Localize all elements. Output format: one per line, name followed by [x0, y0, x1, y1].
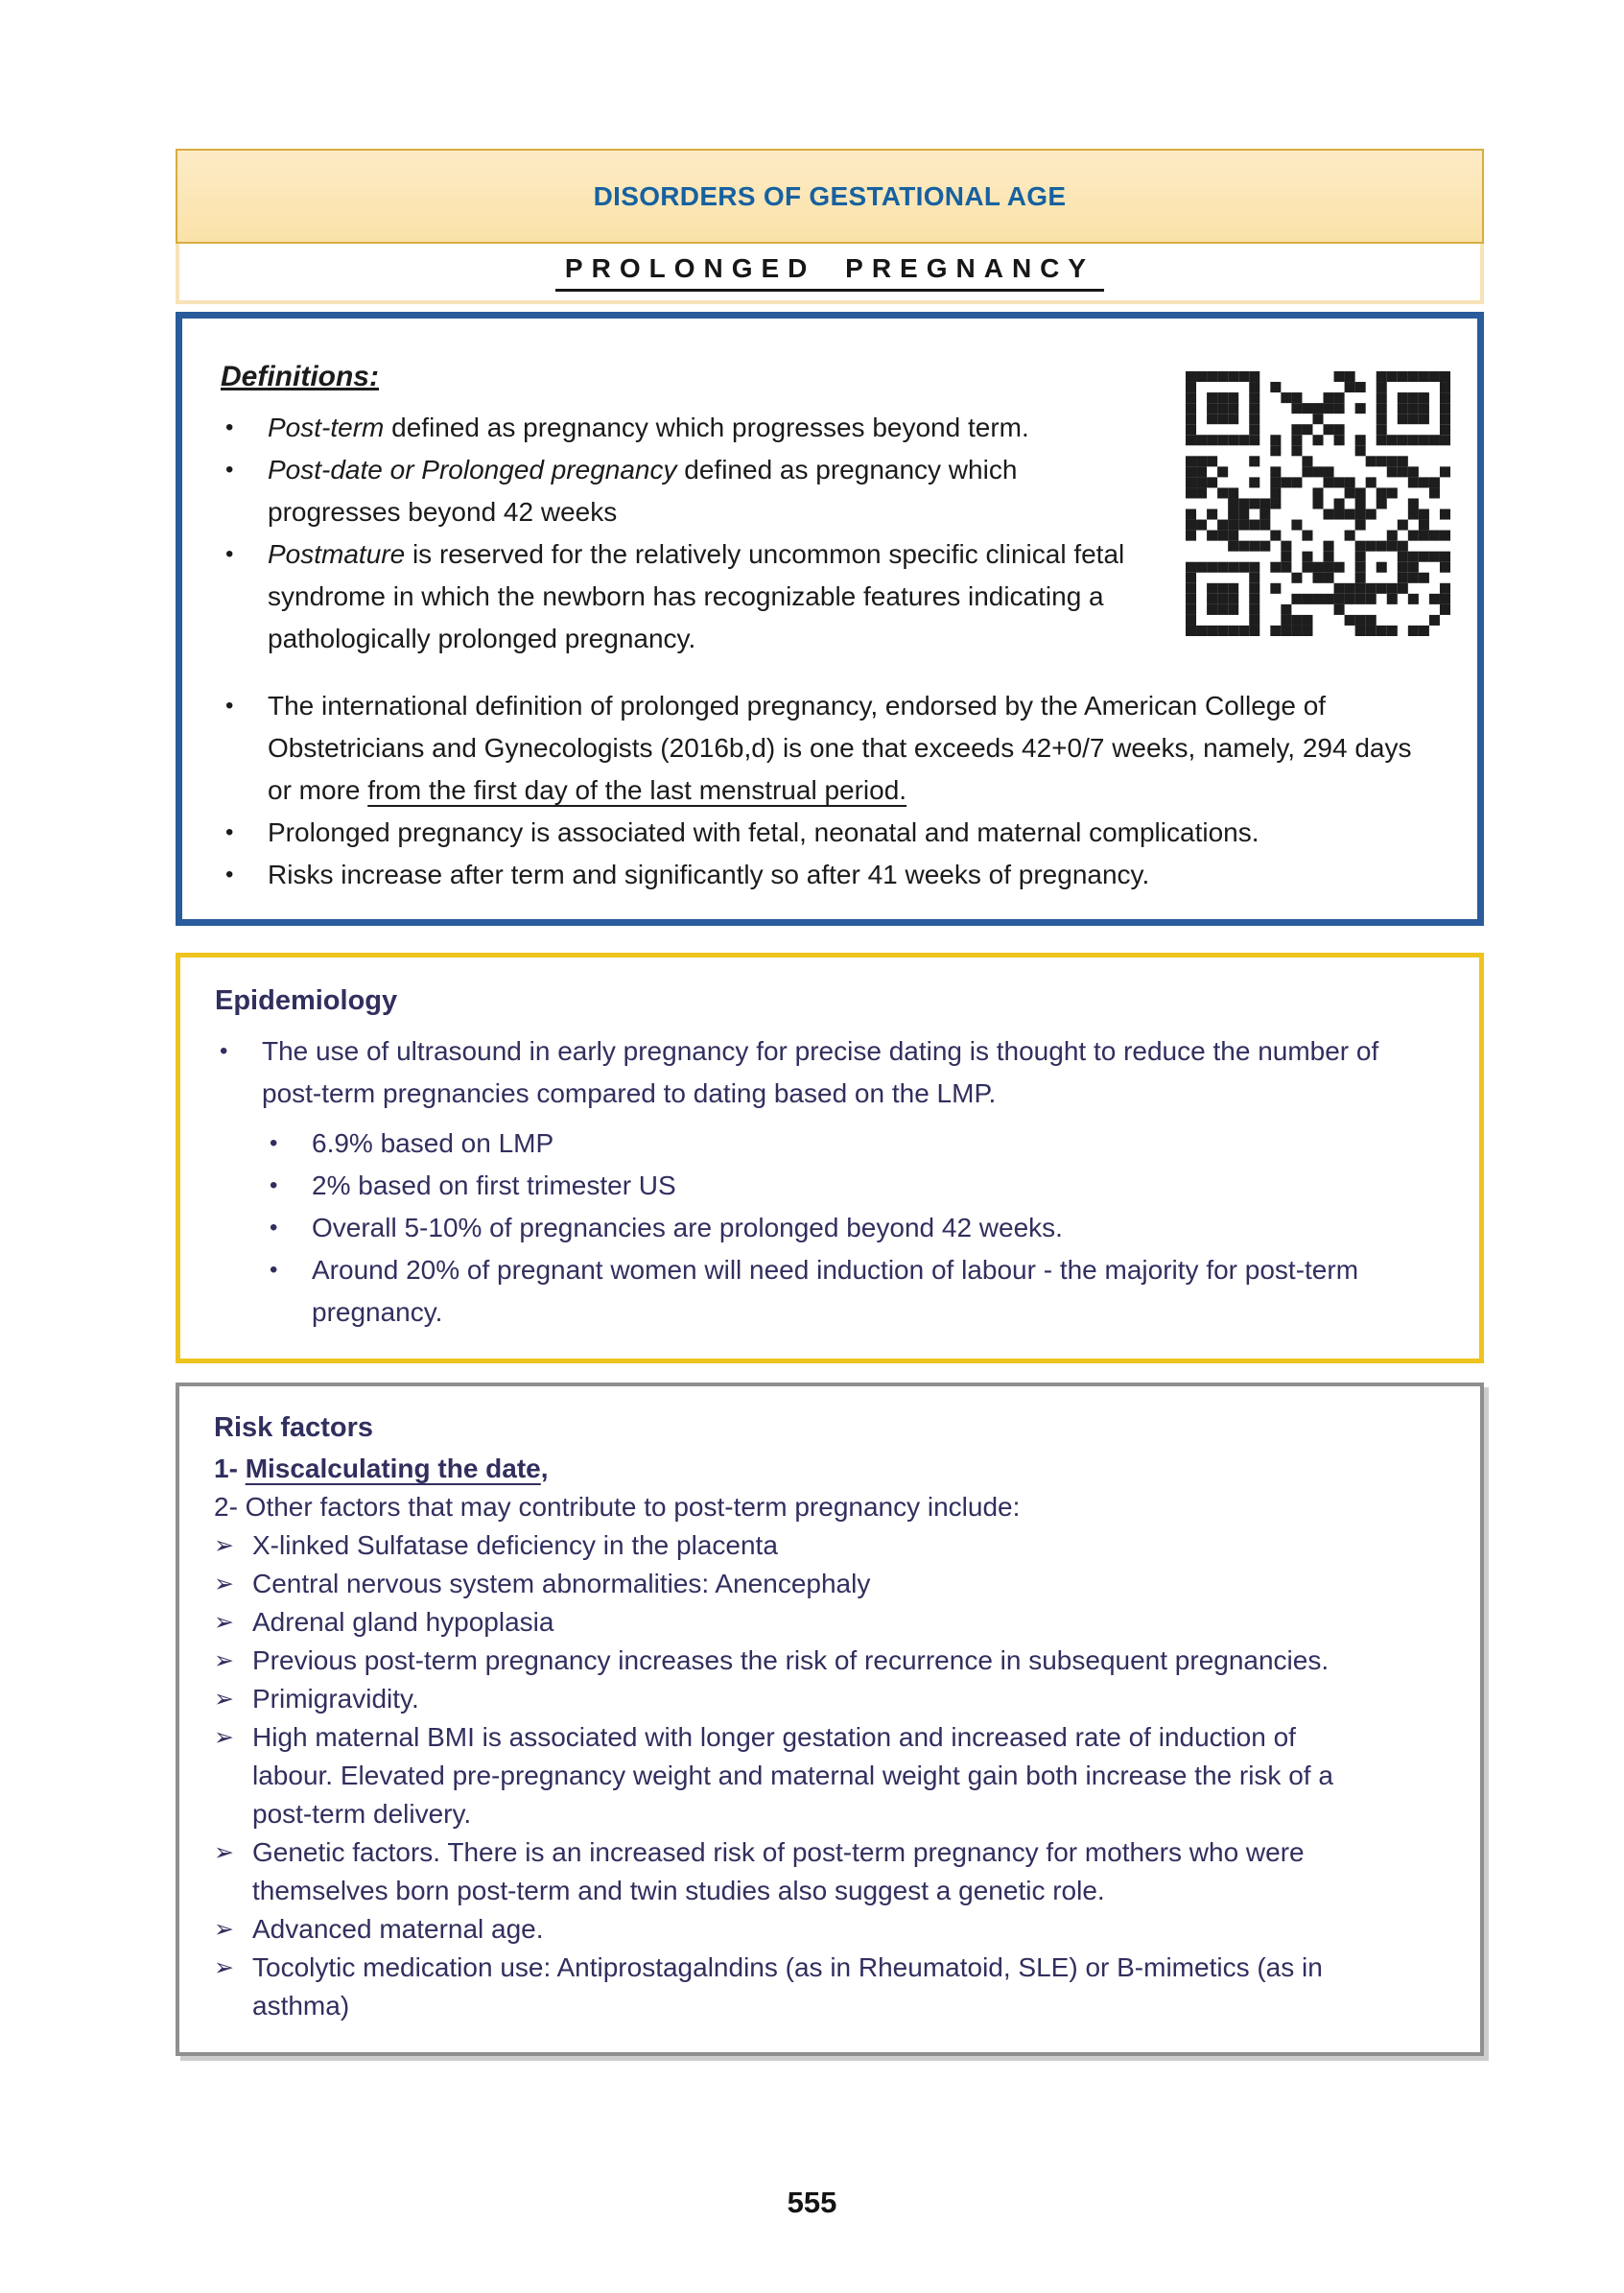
stat-text: Around 20% of pregnant women will need induction of labour - the majority for post-term pregnancy.: [312, 1255, 1359, 1327]
risk-factor-item: [214, 1565, 1446, 1603]
risk-factor-text: Genetic factors. There is an increased risk of post-term pregnancy for mothers who were themselves born post-term and twin studies also suggest a genetic role.: [252, 1837, 1305, 1905]
bullet-icon: •: [225, 457, 234, 483]
page-title: DISORDERS OF GESTATIONAL AGE: [593, 180, 1067, 211]
stat-item: [265, 1207, 1445, 1249]
risk-factor-text: Primigravidity.: [252, 1684, 419, 1714]
risk-factor-1-underlined: Miscalculating the date: [245, 1454, 541, 1483]
arrow-bullet-icon: ➢: [214, 1571, 234, 1597]
arrow-bullet-icon: ➢: [214, 1839, 234, 1866]
risk-factor-text: High maternal BMI is associated with longer gestation and increased rate of induction of labour. Elevated pre-pregnancy weight and maternal weight gain both increase the risk of a post-term delivery.: [252, 1722, 1333, 1829]
risk-factor-item: [214, 1680, 1446, 1718]
stat-item: [265, 1123, 1445, 1165]
risk-factor-item: [214, 1718, 1446, 1833]
risk-factor-text: Previous post-term pregnancy increases the risk of recurrence in subsequent pregnancies.: [252, 1645, 1330, 1675]
bullet-icon: •: [225, 862, 234, 887]
page-subtitle: PROLONGED PREGNANCY: [555, 253, 1104, 292]
epidemiology-stats-list: [265, 1123, 1445, 1334]
epidemiology-intro-list: [215, 1030, 1445, 1115]
risk-factor-item: [214, 1949, 1446, 2025]
arrow-bullet-icon: ➢: [214, 1724, 234, 1751]
definition-term: Post-term: [268, 413, 385, 442]
risk-factor-text: Adrenal gland hypoplasia: [252, 1607, 554, 1637]
risk-factor-text: Advanced maternal age.: [252, 1914, 544, 1944]
risk-factor-item: [214, 1603, 1446, 1642]
risk-factor-item: [214, 1642, 1446, 1680]
definitions-term-list: [221, 407, 1149, 660]
definition-term: Postmature: [268, 539, 406, 569]
stat-text: 2% based on first trimester US: [312, 1170, 676, 1200]
stat-text: Overall 5-10% of pregnancies are prolonged beyond 42 weeks.: [312, 1213, 1063, 1242]
arrow-bullet-icon: ➢: [214, 1609, 234, 1636]
epidemiology-intro-text: The use of ultrasound in early pregnancy for precise dating is thought to reduce the number of post-term pregnancies compared to dating based on the LMP.: [262, 1036, 1379, 1108]
bullet-icon: •: [225, 414, 234, 440]
definition-item: [221, 812, 1439, 854]
arrow-bullet-icon: ➢: [214, 1532, 234, 1559]
risk-factor-text: Central nervous system abnormalities: Anencephaly: [252, 1569, 871, 1598]
risk-factor-item: [214, 1526, 1446, 1565]
bullet-icon: •: [225, 819, 234, 845]
definition-text: Risks increase after term and significantly so after 41 weeks of pregnancy.: [268, 860, 1150, 889]
arrow-bullet-icon: ➢: [214, 1647, 234, 1674]
definition-text: Prolonged pregnancy is associated with fetal, neonatal and maternal complications.: [268, 817, 1259, 847]
risk-factors-box: [176, 1383, 1484, 2056]
bullet-icon: •: [225, 693, 234, 719]
definitions-heading: Definitions:: [221, 361, 379, 392]
risk-factors-list: [214, 1526, 1446, 2025]
stat-item: [265, 1165, 1445, 1207]
definition-underlined-text: from the first day of the last menstrual period.: [367, 775, 907, 805]
risk-factor-text: X-linked Sulfatase deficiency in the placenta: [252, 1530, 778, 1560]
bullet-icon: •: [225, 541, 234, 567]
definition-term: Post-date or Prolonged pregnancy: [268, 455, 677, 485]
arrow-bullet-icon: ➢: [214, 1916, 234, 1943]
header-banner: [176, 149, 1484, 244]
bullet-icon: •: [270, 1130, 278, 1156]
stat-item: [265, 1249, 1445, 1334]
definition-text: defined as pregnancy which progresses beyond term.: [384, 413, 1029, 442]
subtitle-banner: [176, 244, 1484, 304]
definition-item: [221, 685, 1439, 812]
bullet-icon: •: [270, 1215, 278, 1241]
risk-factor-text: Tocolytic medication use: Antiprostagalndins (as in Rheumatoid, SLE) or B-mimetics (as in asthma): [252, 1952, 1323, 2021]
risk-factors-heading: Risk factors: [214, 1412, 374, 1443]
definition-item: [221, 533, 1149, 660]
bullet-icon: •: [270, 1172, 278, 1198]
definition-item: [221, 407, 1149, 449]
risk-factor-1-prefix: 1-: [214, 1454, 246, 1483]
epidemiology-box: [176, 953, 1484, 1363]
risk-factor-numbered-1: [214, 1450, 1446, 1488]
risk-factor-1-suffix: ,: [540, 1454, 549, 1483]
definition-text: The international definition of prolonged pregnancy, endorsed by the American College of Obstetricians and Gynecologists (2016b,d) is one that exceeds 42+0/7 weeks, namely, 294 days or more: [268, 691, 1412, 805]
risk-factor-numbered-2: 2- Other factors that may contribute to post-term pregnancy include:: [214, 1492, 1021, 1522]
risk-factor-item: [214, 1910, 1446, 1949]
arrow-bullet-icon: ➢: [214, 1686, 234, 1713]
stat-text: 6.9% based on LMP: [312, 1128, 554, 1158]
definition-text: is reserved for the relatively uncommon specific clinical fetal syndrome in which the newborn has recognizable features indicating a pathologically prolonged pregnancy.: [268, 539, 1125, 653]
page-number: 555: [787, 2186, 837, 2219]
arrow-bullet-icon: ➢: [214, 1954, 234, 1981]
bullet-icon: •: [270, 1257, 278, 1283]
definitions-box: [176, 312, 1484, 926]
epidemiology-heading: Epidemiology: [215, 985, 398, 1016]
definitions-general-list: [221, 685, 1439, 896]
content-column: [176, 149, 1484, 2056]
definition-item: [221, 854, 1439, 896]
definition-item: [221, 449, 1149, 533]
epidemiology-intro-item: [215, 1030, 1445, 1115]
bullet-icon: •: [220, 1038, 228, 1064]
risk-factor-item: [214, 1833, 1446, 1910]
qr-code: [1184, 371, 1452, 636]
definition-text: defined as pregnancy which progresses beyond 42 weeks: [268, 455, 1018, 527]
